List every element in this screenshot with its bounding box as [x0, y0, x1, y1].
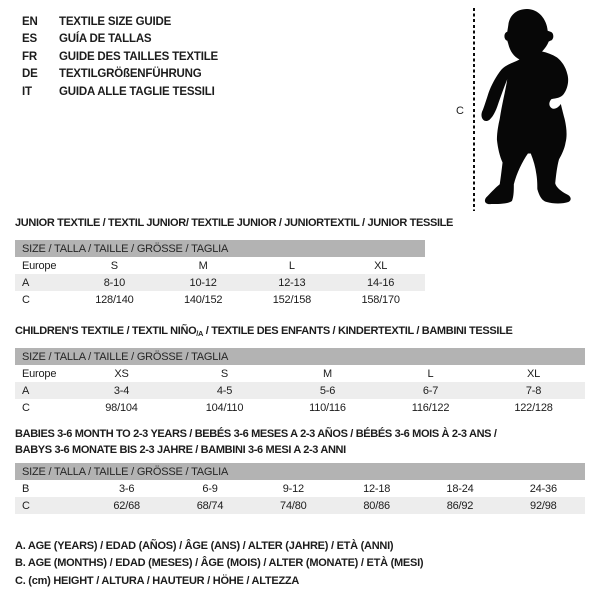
language-code: IT: [22, 85, 32, 98]
size-value: 7-8: [525, 384, 542, 397]
size-value: 74/80: [280, 499, 307, 512]
size-value: 18-24: [446, 482, 474, 495]
row-label: A: [22, 384, 30, 397]
section-title-junior: JUNIOR TEXTILE / TEXTIL JUNIOR/ TEXTILE JUNIOR / JUNIORTEXTIL / JUNIOR TESSILE: [15, 217, 454, 229]
size-value: XL: [374, 259, 388, 272]
table-header: SIZE / TALLA / TAILLE / GRÖSSE / TAGLIA: [15, 348, 585, 365]
row-label: C: [22, 293, 30, 306]
size-value: S: [110, 259, 118, 272]
guide-title: TEXTILGRÖßENFÜHRUNG: [59, 68, 202, 81]
size-value: 80/86: [363, 499, 390, 512]
guide-title: TEXTILE SIZE GUIDE: [59, 15, 172, 28]
baby-silhouette-icon: [480, 8, 574, 206]
size-table-children: [15, 348, 585, 416]
size-value: XL: [526, 367, 541, 380]
height-measure-dashed-line: [473, 8, 475, 211]
language-row: [22, 31, 218, 49]
section-title-text: / TEXTILE DES ENFANTS / KINDERTEXTIL / BAMBINI TESSILE: [203, 325, 513, 337]
size-value: 5-6: [319, 384, 336, 397]
size-value: 110/116: [309, 401, 346, 414]
size-value: 8-10: [103, 276, 125, 289]
size-value: S: [220, 367, 229, 380]
row-label: Europe: [22, 259, 57, 272]
size-value: 12-13: [278, 276, 306, 289]
size-table-junior: [15, 240, 425, 308]
language-title-list: [22, 13, 218, 101]
table-row: [15, 399, 585, 416]
table-row: [15, 365, 585, 382]
size-value: 68/74: [196, 499, 224, 512]
language-row: [22, 66, 218, 84]
size-value: 62/68: [113, 499, 140, 512]
size-value: 3-4: [113, 384, 130, 397]
size-value: 9-12: [282, 482, 304, 495]
row-label: A: [22, 276, 30, 289]
table-row: [15, 274, 425, 291]
language-code: ES: [22, 33, 37, 46]
section-title-line1: BABIES 3-6 MONTH TO 2-3 YEARS / BEBÉS 3-6 MESES A 2-3 AÑOS / BÉBÉS 3-6 MOIS À 2-3 ANS /: [15, 428, 497, 440]
size-value: 14-16: [367, 276, 395, 289]
size-value: 3-6: [119, 482, 135, 495]
size-value: M: [323, 367, 332, 380]
section-title-babies: [15, 427, 497, 458]
size-table-babies: [15, 463, 585, 514]
size-value: 128/140: [95, 293, 134, 306]
language-row: [22, 83, 218, 101]
size-value: 158/170: [361, 293, 400, 306]
size-value: 104/110: [205, 401, 244, 414]
table-header: SIZE / TALLA / TAILLE / GRÖSSE / TAGLIA: [15, 240, 425, 257]
language-code: EN: [22, 15, 38, 28]
row-label: B: [22, 482, 30, 495]
section-title-children: [15, 324, 512, 342]
guide-title: GUIDA ALLE TAGLIE TESSILI: [59, 85, 215, 98]
footnotes: [15, 537, 423, 590]
size-value: L: [427, 367, 434, 380]
size-value: 4-5: [216, 384, 233, 397]
row-label: Europe: [22, 367, 57, 380]
size-value: 140/152: [183, 293, 223, 306]
section-title-text: CHILDREN'S TEXTILE / TEXTIL NIÑO: [15, 325, 197, 337]
size-value: 92/98: [530, 499, 557, 512]
table-row: [15, 257, 425, 274]
table-row: [15, 291, 425, 308]
size-value: L: [288, 259, 295, 272]
footnote-c: C. (cm) HEIGHT / ALTURA / HAUTEUR / HÖHE / ALTEZZA: [15, 574, 300, 587]
size-value: 152/158: [272, 293, 312, 306]
size-value: 86/92: [446, 499, 474, 512]
row-label: C: [22, 401, 30, 414]
size-value: 116/122: [411, 401, 450, 414]
row-label: C: [22, 499, 30, 512]
guide-title: GUÍA DE TALLAS: [59, 33, 152, 46]
language-row: [22, 48, 218, 66]
size-value: 12-18: [363, 482, 391, 495]
language-row: [22, 13, 218, 31]
table-row: [15, 382, 585, 399]
guide-title: GUIDE DES TAILLES TEXTILE: [59, 50, 218, 63]
section-title-subscript: /A: [196, 329, 204, 338]
size-value: 6-7: [422, 384, 439, 397]
size-value: 24-36: [529, 482, 557, 495]
size-value: 10-12: [189, 276, 217, 289]
height-measure-label: C: [456, 105, 464, 117]
section-title-line2: BABYS 3-6 MONATE BIS 2-3 JAHRE / BAMBINI 3-6 MESI A 2-3 ANNI: [15, 443, 346, 456]
size-value: 122/128: [514, 401, 553, 414]
footnote-a: A. AGE (YEARS) / EDAD (AÑOS) / ÂGE (ANS) / ALTER (JAHRE) / ETÀ (ANNI): [15, 539, 394, 552]
table-row: [15, 480, 585, 497]
language-code: FR: [22, 50, 37, 63]
footnote-b: B. AGE (MONTHS) / EDAD (MESES) / ÂGE (MOIS) / ALTER (MONATE) / ETÀ (MESI): [15, 557, 424, 570]
table-row: [15, 497, 585, 514]
size-value: 98/104: [105, 401, 138, 414]
language-code: DE: [22, 68, 38, 81]
size-value: M: [198, 259, 208, 272]
table-header: SIZE / TALLA / TAILLE / GRÖSSE / TAGLIA: [15, 463, 585, 480]
size-value: 6-9: [202, 482, 218, 495]
size-value: XS: [114, 367, 129, 380]
